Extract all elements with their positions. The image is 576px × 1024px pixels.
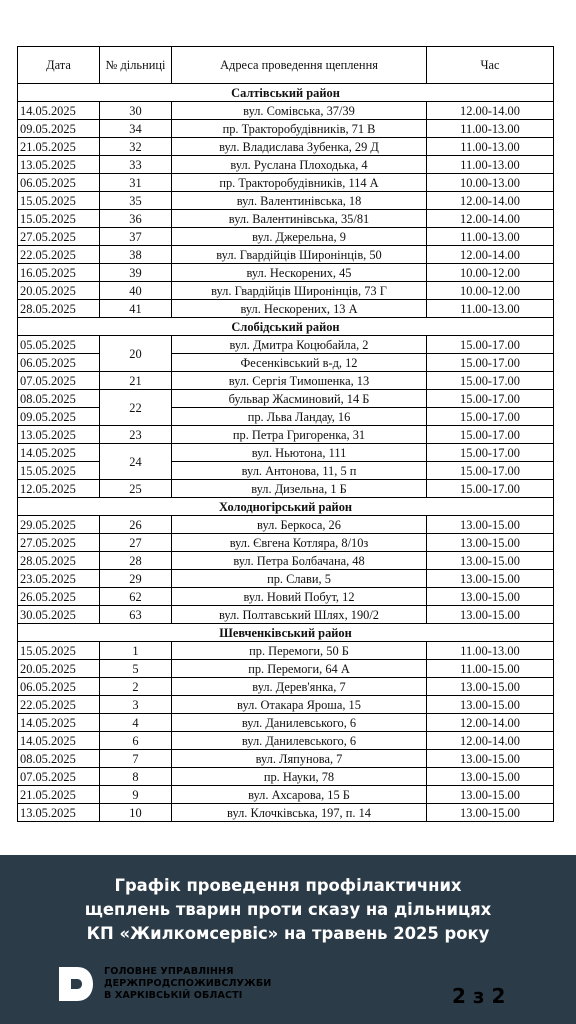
cell-date: 13.05.2025 <box>18 156 100 174</box>
cell-address: вул. Євгена Котляра, 8/10з <box>172 534 427 552</box>
table-row <box>18 750 554 768</box>
header-address: Адреса проведення щеплення <box>172 47 427 84</box>
cell-date: 23.05.2025 <box>18 570 100 588</box>
table-row <box>18 462 554 480</box>
cell-time: 15.00-17.00 <box>427 372 554 390</box>
cell-date: 28.05.2025 <box>18 300 100 318</box>
table-row <box>18 678 554 696</box>
cell-time: 13.00-15.00 <box>427 606 554 624</box>
cell-address: вул. Данилевського, 6 <box>172 714 427 732</box>
cell-date: 07.05.2025 <box>18 372 100 390</box>
table-row <box>18 192 554 210</box>
cell-address: пр. Слави, 5 <box>172 570 427 588</box>
cell-number: 39 <box>100 264 172 282</box>
cell-address: вул. Петра Болбачана, 48 <box>172 552 427 570</box>
cell-time: 12.00-14.00 <box>427 210 554 228</box>
cell-address: вул. Гвардійців Широнінців, 50 <box>172 246 427 264</box>
cell-date: 30.05.2025 <box>18 606 100 624</box>
cell-number: 10 <box>100 804 172 822</box>
cell-date: 20.05.2025 <box>18 660 100 678</box>
header-number: № дільниці <box>100 47 172 84</box>
dpss-logo-icon <box>57 965 95 1003</box>
cell-number: 27 <box>100 534 172 552</box>
cell-date: 15.05.2025 <box>18 642 100 660</box>
table-row <box>18 138 554 156</box>
cell-address: вул. Сергія Тимошенка, 13 <box>172 372 427 390</box>
cell-date: 27.05.2025 <box>18 534 100 552</box>
cell-time: 11.00-13.00 <box>427 642 554 660</box>
cell-address: вул. Нескорених, 45 <box>172 264 427 282</box>
table-row <box>18 372 554 390</box>
cell-time: 12.00-14.00 <box>427 246 554 264</box>
cell-time: 12.00-14.00 <box>427 102 554 120</box>
cell-time: 10.00-13.00 <box>427 174 554 192</box>
cell-time: 13.00-15.00 <box>427 516 554 534</box>
cell-time: 11.00-15.00 <box>427 660 554 678</box>
district-row <box>18 318 554 336</box>
district-row <box>18 498 554 516</box>
cell-date: 28.05.2025 <box>18 552 100 570</box>
cell-address: Фесенківський в-д, 12 <box>172 354 427 372</box>
district-name: Салтівський район <box>18 84 554 102</box>
table-row <box>18 246 554 264</box>
cell-time: 15.00-17.00 <box>427 390 554 408</box>
cell-time: 13.00-15.00 <box>427 552 554 570</box>
cell-time: 15.00-17.00 <box>427 462 554 480</box>
table-row <box>18 480 554 498</box>
cell-date: 15.05.2025 <box>18 462 100 480</box>
header-time: Час <box>427 47 554 84</box>
cell-date: 15.05.2025 <box>18 192 100 210</box>
cell-time: 15.00-17.00 <box>427 480 554 498</box>
cell-address: вул. Ляпунова, 7 <box>172 750 427 768</box>
cell-date: 06.05.2025 <box>18 174 100 192</box>
table-row <box>18 354 554 372</box>
cell-number: 24 <box>100 444 172 480</box>
table-row <box>18 102 554 120</box>
cell-time: 13.00-15.00 <box>427 804 554 822</box>
cell-address: вул. Нескорених, 13 А <box>172 300 427 318</box>
cell-address: пр. Льва Ландау, 16 <box>172 408 427 426</box>
cell-date: 22.05.2025 <box>18 246 100 264</box>
table-row <box>18 552 554 570</box>
cell-time: 11.00-13.00 <box>427 300 554 318</box>
cell-number: 33 <box>100 156 172 174</box>
table-row <box>18 444 554 462</box>
cell-time: 15.00-17.00 <box>427 444 554 462</box>
cell-date: 05.05.2025 <box>18 336 100 354</box>
cell-number: 35 <box>100 192 172 210</box>
cell-time: 12.00-14.00 <box>427 732 554 750</box>
district-row <box>18 624 554 642</box>
cell-date: 14.05.2025 <box>18 732 100 750</box>
cell-number: 31 <box>100 174 172 192</box>
cell-time: 13.00-15.00 <box>427 678 554 696</box>
cell-number: 36 <box>100 210 172 228</box>
cell-date: 08.05.2025 <box>18 750 100 768</box>
cell-time: 15.00-17.00 <box>427 426 554 444</box>
cell-time: 13.00-15.00 <box>427 786 554 804</box>
table-row <box>18 714 554 732</box>
cell-number: 6 <box>100 732 172 750</box>
cell-date: 06.05.2025 <box>18 354 100 372</box>
cell-date: 12.05.2025 <box>18 480 100 498</box>
table-row <box>18 210 554 228</box>
cell-address: пр. Перемоги, 64 А <box>172 660 427 678</box>
cell-date: 08.05.2025 <box>18 390 100 408</box>
table-row <box>18 588 554 606</box>
org-line: ДЕРЖПРОДСПОЖИВСЛУЖБИ <box>104 978 272 989</box>
cell-date: 14.05.2025 <box>18 714 100 732</box>
schedule-title <box>0 874 576 946</box>
cell-address: пр. Перемоги, 50 Б <box>172 642 427 660</box>
table-row <box>18 300 554 318</box>
table-row <box>18 336 554 354</box>
cell-number: 29 <box>100 570 172 588</box>
cell-number: 41 <box>100 300 172 318</box>
cell-number: 4 <box>100 714 172 732</box>
cell-address: вул. Дмитра Коцюбайла, 2 <box>172 336 427 354</box>
table-row <box>18 534 554 552</box>
table-row <box>18 282 554 300</box>
cell-number: 21 <box>100 372 172 390</box>
table-row <box>18 660 554 678</box>
cell-time: 12.00-14.00 <box>427 192 554 210</box>
cell-address: вул. Ньютона, 111 <box>172 444 427 462</box>
title-line: Графік проведення профілактичних <box>114 876 462 895</box>
district-name: Холодногірський район <box>18 498 554 516</box>
cell-address: вул. Гвардійців Широнінців, 73 Г <box>172 282 427 300</box>
table-row <box>18 804 554 822</box>
cell-time: 11.00-13.00 <box>427 138 554 156</box>
cell-date: 14.05.2025 <box>18 444 100 462</box>
cell-time: 13.00-15.00 <box>427 534 554 552</box>
cell-time: 11.00-13.00 <box>427 120 554 138</box>
cell-date: 07.05.2025 <box>18 768 100 786</box>
cell-number: 3 <box>100 696 172 714</box>
cell-date: 06.05.2025 <box>18 678 100 696</box>
cell-number: 28 <box>100 552 172 570</box>
cell-date: 15.05.2025 <box>18 210 100 228</box>
cell-address: вул. Валентинівська, 18 <box>172 192 427 210</box>
cell-time: 13.00-15.00 <box>427 588 554 606</box>
cell-number: 2 <box>100 678 172 696</box>
cell-number: 8 <box>100 768 172 786</box>
cell-date: 21.05.2025 <box>18 786 100 804</box>
cell-address: вул. Ахсарова, 15 Б <box>172 786 427 804</box>
cell-time: 15.00-17.00 <box>427 408 554 426</box>
cell-address: вул. Джерельна, 9 <box>172 228 427 246</box>
cell-number: 32 <box>100 138 172 156</box>
table-row <box>18 696 554 714</box>
cell-date: 09.05.2025 <box>18 120 100 138</box>
cell-date: 13.05.2025 <box>18 426 100 444</box>
table-row <box>18 732 554 750</box>
district-row <box>18 84 554 102</box>
header-date: Дата <box>18 47 100 84</box>
org-line: В ХАРКІВСЬКІЙ ОБЛАСТІ <box>104 990 243 1001</box>
cell-number: 30 <box>100 102 172 120</box>
cell-time: 15.00-17.00 <box>427 354 554 372</box>
cell-date: 21.05.2025 <box>18 138 100 156</box>
cell-address: вул. Дизельна, 1 Б <box>172 480 427 498</box>
table-row <box>18 174 554 192</box>
cell-number: 34 <box>100 120 172 138</box>
table-row <box>18 120 554 138</box>
cell-date: 09.05.2025 <box>18 408 100 426</box>
cell-date: 20.05.2025 <box>18 282 100 300</box>
table-row <box>18 228 554 246</box>
cell-number: 26 <box>100 516 172 534</box>
cell-number: 62 <box>100 588 172 606</box>
cell-number: 9 <box>100 786 172 804</box>
cell-number: 20 <box>100 336 172 372</box>
cell-number: 37 <box>100 228 172 246</box>
cell-number: 40 <box>100 282 172 300</box>
cell-number: 38 <box>100 246 172 264</box>
cell-date: 27.05.2025 <box>18 228 100 246</box>
organization-name <box>104 966 271 1002</box>
org-line: ГОЛОВНЕ УПРАВЛІННЯ <box>104 966 234 977</box>
cell-time: 15.00-17.00 <box>427 336 554 354</box>
cell-number: 25 <box>100 480 172 498</box>
table-row <box>18 264 554 282</box>
cell-address: вул. Полтавський Шлях, 190/2 <box>172 606 427 624</box>
district-name: Слобідський район <box>18 318 554 336</box>
page-number: 2 з 2 <box>452 984 506 1008</box>
cell-time: 13.00-15.00 <box>427 570 554 588</box>
cell-address: вул. Сомівська, 37/39 <box>172 102 427 120</box>
cell-number: 23 <box>100 426 172 444</box>
cell-address: вул. Клочківська, 197, п. 14 <box>172 804 427 822</box>
cell-address: пр. Тракторобудівників, 71 В <box>172 120 427 138</box>
cell-date: 13.05.2025 <box>18 804 100 822</box>
table-row <box>18 606 554 624</box>
cell-address: вул. Антонова, 11, 5 п <box>172 462 427 480</box>
table-row <box>18 516 554 534</box>
cell-time: 13.00-15.00 <box>427 768 554 786</box>
title-line: щеплень тварин проти сказу на дільницях <box>84 900 492 919</box>
cell-time: 10.00-12.00 <box>427 264 554 282</box>
cell-date: 16.05.2025 <box>18 264 100 282</box>
cell-address: вул. Владислава Зубенка, 29 Д <box>172 138 427 156</box>
cell-address: вул. Беркоса, 26 <box>172 516 427 534</box>
cell-time: 10.00-12.00 <box>427 282 554 300</box>
cell-number: 22 <box>100 390 172 426</box>
cell-date: 22.05.2025 <box>18 696 100 714</box>
table-row <box>18 768 554 786</box>
cell-time: 13.00-15.00 <box>427 750 554 768</box>
cell-time: 11.00-13.00 <box>427 156 554 174</box>
cell-time: 11.00-13.00 <box>427 228 554 246</box>
cell-address: вул. Валентинівська, 35/81 <box>172 210 427 228</box>
cell-address: пр. Науки, 78 <box>172 768 427 786</box>
cell-address: вул. Данилевського, 6 <box>172 732 427 750</box>
cell-date: 14.05.2025 <box>18 102 100 120</box>
cell-date: 29.05.2025 <box>18 516 100 534</box>
cell-address: пр. Петра Григоренка, 31 <box>172 426 427 444</box>
table-row <box>18 426 554 444</box>
district-name: Шевченківський район <box>18 624 554 642</box>
cell-address: вул. Отакара Яроша, 15 <box>172 696 427 714</box>
cell-number: 1 <box>100 642 172 660</box>
title-line: КП «Жилкомсервіс» на травень 2025 року <box>86 924 490 943</box>
cell-address: вул. Дерев'янка, 7 <box>172 678 427 696</box>
cell-time: 12.00-14.00 <box>427 714 554 732</box>
table-header-row <box>18 47 554 84</box>
table-row <box>18 570 554 588</box>
cell-number: 5 <box>100 660 172 678</box>
table-row <box>18 390 554 408</box>
cell-address: вул. Новий Побут, 12 <box>172 588 427 606</box>
cell-time: 13.00-15.00 <box>427 696 554 714</box>
cell-address: вул. Руслана Плоходька, 4 <box>172 156 427 174</box>
table-body <box>18 84 554 822</box>
cell-address: пр. Тракторобудівників, 114 А <box>172 174 427 192</box>
cell-date: 26.05.2025 <box>18 588 100 606</box>
table-row <box>18 408 554 426</box>
cell-address: бульвар Жасминовий, 14 Б <box>172 390 427 408</box>
vaccination-schedule-table <box>17 46 554 822</box>
table-row <box>18 642 554 660</box>
table-row <box>18 156 554 174</box>
cell-number: 7 <box>100 750 172 768</box>
cell-number: 63 <box>100 606 172 624</box>
table-row <box>18 786 554 804</box>
